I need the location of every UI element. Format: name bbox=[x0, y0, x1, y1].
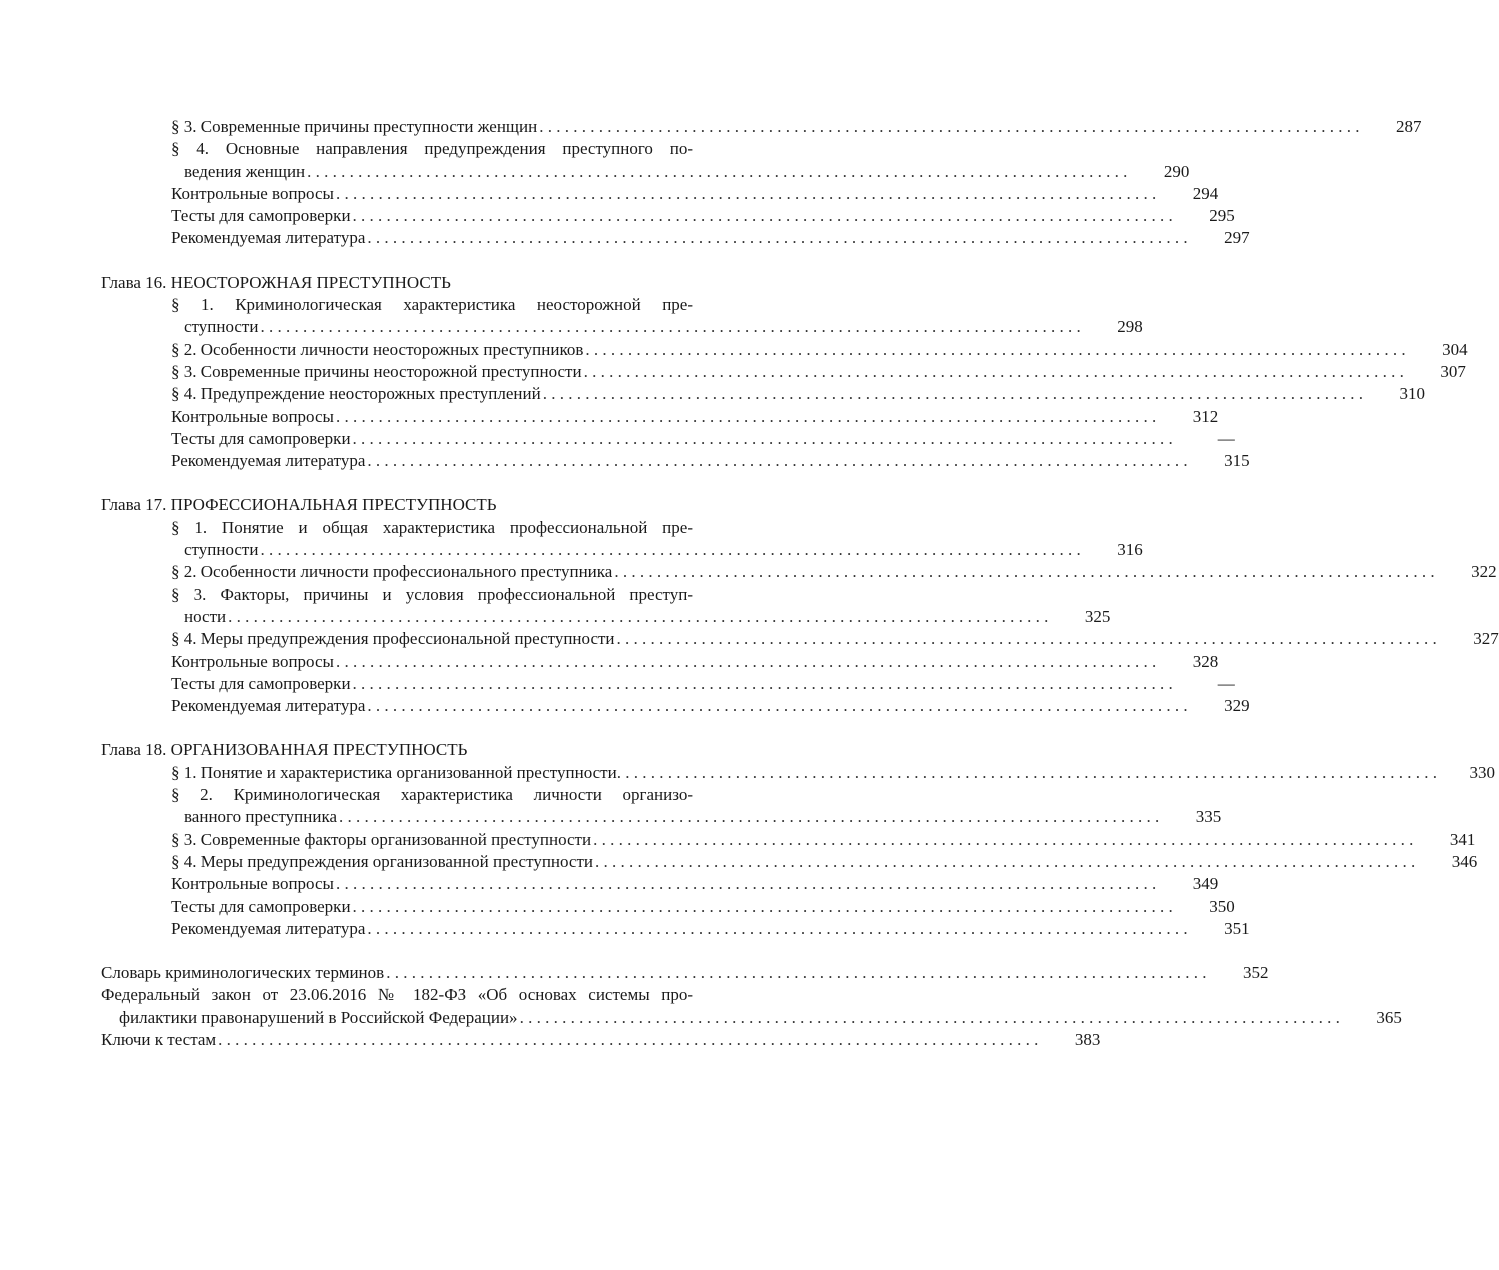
toc-entry-page: 335 bbox=[1195, 807, 1222, 827]
toc-entry-title: Тесты для самопроверки bbox=[171, 428, 351, 448]
toc-entry-page: 325 bbox=[1084, 606, 1111, 626]
toc-entry[interactable] bbox=[101, 116, 1422, 138]
leader-dots bbox=[614, 561, 1434, 583]
toc-entry[interactable] bbox=[101, 984, 751, 1006]
toc-entry-title: Контрольные вопросы bbox=[171, 874, 334, 894]
leader-dots bbox=[353, 205, 1173, 227]
toc-entry[interactable] bbox=[101, 361, 1466, 383]
toc-entry-page: 351 bbox=[1224, 918, 1250, 938]
toc-entry-title: § 4. Меры предупреждения профессиональной преступности bbox=[171, 629, 615, 649]
toc-entry-title: § 1. Понятие и характеристика организованной преступности bbox=[171, 762, 617, 782]
toc-entry[interactable] bbox=[101, 673, 1235, 695]
toc-entry-page: 350 bbox=[1209, 896, 1235, 916]
toc-entry-continuation[interactable] bbox=[101, 1007, 1402, 1029]
leader-dots bbox=[353, 673, 1173, 695]
toc-entry-title: § 2. Криминологическая характеристика личности организо- bbox=[171, 785, 693, 805]
toc-entry[interactable] bbox=[101, 383, 1425, 405]
toc-entry-page: 329 bbox=[1224, 696, 1250, 716]
leader-dots bbox=[260, 539, 1080, 561]
toc-entry[interactable] bbox=[101, 695, 1250, 717]
toc-entry[interactable] bbox=[101, 450, 1250, 472]
chapter-heading[interactable] bbox=[101, 739, 751, 761]
leader-dots bbox=[595, 851, 1415, 873]
toc-entry[interactable] bbox=[101, 227, 1250, 249]
chapter-heading[interactable] bbox=[101, 494, 751, 516]
leader-dots bbox=[617, 762, 1437, 784]
toc-entry-title: ности bbox=[184, 606, 227, 626]
toc-entry-page: 295 bbox=[1209, 206, 1235, 226]
toc-entry-title: Тесты для самопроверки bbox=[171, 896, 351, 916]
toc-entry-title: § 3. Современные факторы организованной преступности bbox=[171, 829, 592, 849]
toc-entry[interactable] bbox=[101, 628, 1499, 650]
leader-dots bbox=[336, 406, 1156, 428]
chapter-title: Глава 18. ОРГАНИЗОВАННАЯ ПРЕСТУПНОСТЬ bbox=[101, 740, 468, 760]
toc-entry[interactable] bbox=[101, 651, 1219, 673]
toc-entry-page: 346 bbox=[1451, 851, 1478, 871]
toc-entry-page: — bbox=[1217, 673, 1235, 693]
chapter-heading[interactable] bbox=[101, 272, 751, 294]
toc-entry-page: 310 bbox=[1399, 384, 1425, 404]
toc-entry-page: 327 bbox=[1473, 629, 1499, 649]
toc-entry[interactable] bbox=[101, 829, 1476, 851]
toc-entry-title: § 4. Предупреждение неосторожных преступлений bbox=[171, 384, 541, 404]
toc-entry[interactable] bbox=[101, 183, 1219, 205]
toc-entry-title: § 2. Особенности личности профессионального преступника bbox=[171, 562, 613, 582]
toc-entry[interactable] bbox=[101, 873, 1219, 895]
toc-entry[interactable] bbox=[101, 339, 1468, 361]
toc-entry-page: 312 bbox=[1192, 406, 1219, 426]
leader-dots bbox=[367, 695, 1187, 717]
toc-entry-title: § 1. Понятие и общая характеристика профессиональной пре- bbox=[171, 517, 693, 537]
toc-entry[interactable] bbox=[101, 896, 1235, 918]
toc-entry-title: ведения женщин bbox=[184, 161, 306, 181]
toc-entry-title: Рекомендуемая литература bbox=[171, 228, 366, 248]
chapter-title: Глава 16. НЕОСТОРОЖНАЯ ПРЕСТУПНОСТЬ bbox=[101, 272, 451, 292]
table-of-contents bbox=[101, 116, 1499, 1051]
toc-entry-page: 328 bbox=[1192, 651, 1219, 671]
leader-dots bbox=[593, 829, 1413, 851]
toc-entry-page: 316 bbox=[1117, 540, 1143, 560]
toc-entry[interactable] bbox=[101, 784, 751, 806]
toc-entry-title: ступности bbox=[184, 317, 259, 337]
toc-entry-page: 352 bbox=[1242, 963, 1269, 983]
toc-entry-title: Контрольные вопросы bbox=[171, 183, 334, 203]
leader-dots bbox=[617, 628, 1437, 650]
leader-dots bbox=[353, 428, 1173, 450]
leader-dots bbox=[367, 918, 1187, 940]
leader-dots bbox=[367, 450, 1187, 472]
toc-entry[interactable] bbox=[101, 561, 1497, 583]
toc-entry-continuation[interactable] bbox=[101, 539, 1143, 561]
toc-entry[interactable] bbox=[101, 294, 751, 316]
toc-entry-page: 297 bbox=[1224, 228, 1250, 248]
toc-entry-page: 365 bbox=[1376, 1007, 1402, 1027]
toc-entry[interactable] bbox=[101, 762, 1495, 784]
leader-dots bbox=[543, 383, 1363, 405]
toc-entry-page: 290 bbox=[1163, 161, 1190, 181]
toc-entry-title: § 3. Факторы, причины и условия профессиональной преступ- bbox=[171, 584, 693, 604]
toc-entry[interactable] bbox=[101, 962, 1269, 984]
leader-dots bbox=[260, 316, 1080, 338]
toc-entry-title: § 3. Современные причины преступности женщин bbox=[171, 117, 538, 136]
toc-entry-title: Рекомендуемая литература bbox=[171, 451, 366, 471]
leader-dots bbox=[539, 116, 1359, 138]
toc-entry-title: Рекомендуемая литература bbox=[171, 696, 366, 716]
toc-entry[interactable] bbox=[101, 205, 1235, 227]
toc-entry-title: § 1. Криминологическая характеристика неосторожной пре- bbox=[171, 295, 693, 315]
leader-dots bbox=[339, 806, 1159, 828]
toc-entry[interactable] bbox=[101, 851, 1478, 873]
toc-entry-title: § 4. Основные направления предупреждения преступного по- bbox=[171, 139, 693, 159]
toc-entry[interactable] bbox=[101, 918, 1250, 940]
leader-dots bbox=[336, 183, 1156, 205]
toc-entry-continuation[interactable] bbox=[101, 606, 1111, 628]
leader-dots bbox=[336, 873, 1156, 895]
toc-entry-continuation[interactable] bbox=[101, 161, 1190, 183]
leader-dots bbox=[228, 606, 1048, 628]
toc-entry-title: Тесты для самопроверки bbox=[171, 673, 351, 693]
leader-dots bbox=[585, 339, 1405, 361]
toc-entry-title: Федеральный закон от 23.06.2016 № 182-ФЗ «Об основах системы про- bbox=[101, 985, 693, 1005]
toc-entry[interactable] bbox=[101, 428, 1235, 450]
toc-entry-continuation[interactable] bbox=[101, 316, 1143, 338]
toc-entry-page: 322 bbox=[1471, 562, 1497, 582]
toc-entry-page: 298 bbox=[1117, 317, 1143, 337]
toc-entry-title: § 2. Особенности личности неосторожных преступников bbox=[171, 339, 584, 359]
toc-entry[interactable] bbox=[101, 138, 751, 160]
toc-entry-title: Словарь криминологических терминов bbox=[101, 963, 385, 983]
toc-entry-page: 349 bbox=[1192, 874, 1219, 894]
toc-entry-page: 330 bbox=[1469, 762, 1495, 782]
toc-entry-page: 287 bbox=[1395, 117, 1422, 136]
leader-dots bbox=[218, 1029, 1038, 1051]
leader-dots bbox=[584, 361, 1404, 383]
toc-entry-continuation[interactable] bbox=[101, 806, 1222, 828]
toc-entry-title: Контрольные вопросы bbox=[171, 651, 334, 671]
leader-dots bbox=[367, 227, 1187, 249]
toc-entry-page: 315 bbox=[1224, 451, 1250, 471]
toc-entry-title: ступности bbox=[184, 540, 259, 560]
leader-dots bbox=[307, 161, 1127, 183]
toc-entry-page: 341 bbox=[1449, 829, 1476, 849]
chapter-title: Глава 17. ПРОФЕССИОНАЛЬНАЯ ПРЕСТУПНОСТЬ bbox=[101, 495, 497, 515]
leader-dots bbox=[336, 651, 1156, 673]
toc-entry-page: 294 bbox=[1192, 183, 1219, 203]
toc-entry-page: — bbox=[1217, 428, 1235, 448]
toc-entry-title: Рекомендуемая литература bbox=[171, 918, 366, 938]
toc-entry-title: Тесты для самопроверки bbox=[171, 206, 351, 226]
toc-entry[interactable] bbox=[101, 1029, 1101, 1051]
toc-entry-title: ванного преступника bbox=[184, 807, 337, 827]
toc-entry-page: 304 bbox=[1442, 339, 1468, 359]
toc-entry-page: 383 bbox=[1074, 1029, 1101, 1049]
leader-dots bbox=[353, 896, 1173, 918]
toc-entry[interactable] bbox=[101, 406, 1219, 428]
toc-entry-page: 307 bbox=[1440, 361, 1466, 381]
toc-entry-title: филактики правонарушений в Российской Федерации» bbox=[119, 1007, 518, 1027]
leader-dots bbox=[386, 962, 1206, 984]
toc-entry-title: Контрольные вопросы bbox=[171, 406, 334, 426]
toc-entry-title: § 3. Современные причины неосторожной преступности bbox=[171, 361, 582, 381]
leader-dots bbox=[520, 1007, 1340, 1029]
toc-entry-title: § 4. Меры предупреждения организованной преступности bbox=[171, 851, 594, 871]
toc-entry[interactable] bbox=[101, 584, 751, 606]
toc-entry[interactable] bbox=[101, 517, 751, 539]
toc-entry-title: Ключи к тестам bbox=[101, 1029, 217, 1049]
